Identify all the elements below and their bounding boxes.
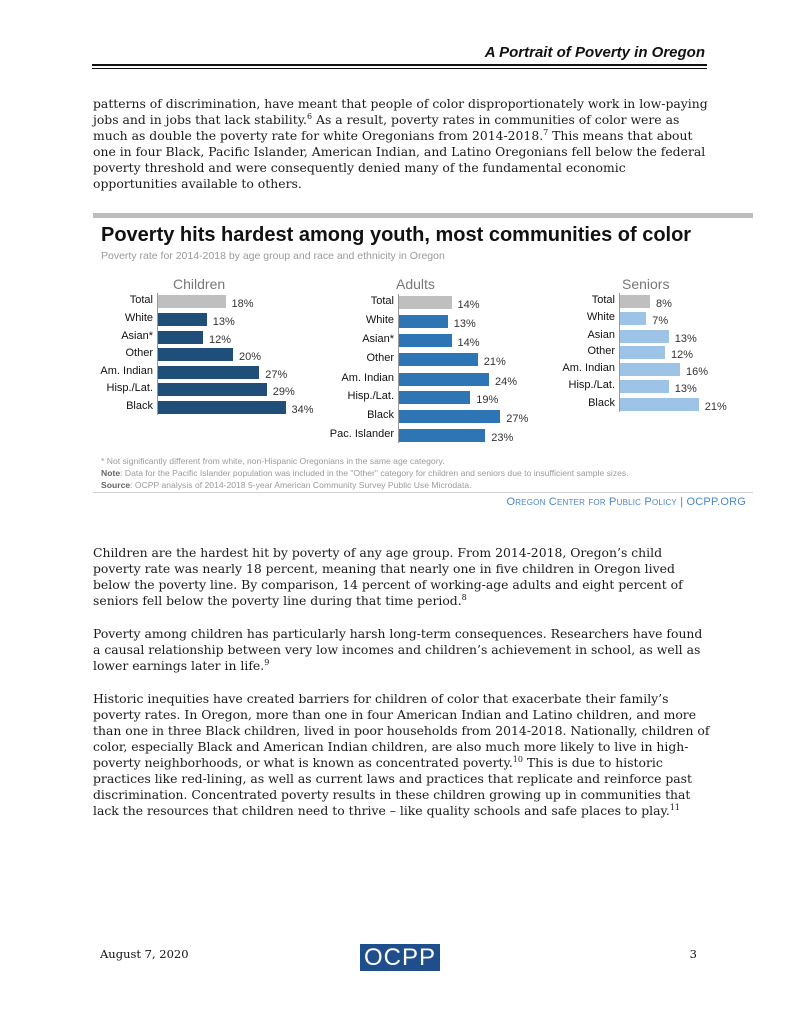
page-number: 3 [689,947,697,961]
bar-adults-am-indian [399,373,489,386]
intro-paragraph [93,96,713,192]
bar-adults-hisp-lat [399,391,470,404]
header-rule-thin [92,68,707,69]
p4-text-2: This is due to historic practices like red-lining, as well as current laws and practices that replicate and reinforce past discrimination. Concentrated poverty results in these children growing up in communities that lack the resources that children need to thrive – like quality schools and safe places to play. [93,755,693,818]
bar-seniors-total [620,295,650,308]
value-label: 27% [506,413,529,425]
category-label: Other [125,347,153,359]
bar-children-black [158,401,286,414]
category-label: Hisp./Lat. [347,390,394,402]
bar-seniors-hisp-lat [620,380,669,393]
p3-text: Poverty among children has particularly harsh long-term consequences. Researchers have found a causal relationship between very low incomes and children’s achievement in school, as well as lower earnings later in life. [93,626,703,673]
header-rule-thick [92,64,707,66]
category-label: White [124,312,153,324]
figure-asterisk-note: * Not significantly different from white, non-Hispanic Oregonians in the same age category. [101,456,445,466]
category-label: Pac. Islander [329,428,394,440]
value-label: 14% [457,299,480,311]
category-label: Am. Indian [562,362,615,374]
children-paragraph [93,545,713,609]
footnote-ref[interactable]: 11 [669,802,681,812]
category-label: Total [370,295,394,307]
intro-text-2: As a result, poverty rates in communities of color were as much as double the poverty rate for white Oregonians from 2014-2018. [93,112,680,143]
category-label: White [586,311,615,323]
intro-text-1: patterns of discrimination, have meant that people of color disproportionately work in low-paying jobs and in jobs that lack stability. [93,96,708,127]
p2-text: Children are the hardest hit by poverty of any age group. From 2014-2018, Oregon’s child poverty rate was nearly 18 percent, meaning that nearly one in five children in Oregon lived below the poverty line. By comparison, 14 percent of working-age adults and eight percent of seniors fell below the poverty line during that time period. [93,545,683,608]
value-label: 13% [453,318,476,330]
category-label: White [365,314,394,326]
figure-note [101,468,629,478]
value-label: 29% [272,386,295,398]
value-label: 8% [656,298,672,310]
value-label: 12% [209,334,232,346]
category-label: Black [588,397,615,409]
figure-top-rule [93,213,753,218]
bar-adults-pac-islander [399,429,485,442]
panel-title-adults: Adults [396,276,435,292]
value-label: 13% [674,383,697,395]
bar-children-hisp-lat [158,383,267,396]
bar-seniors-asian [620,330,669,343]
footnote-ref[interactable]: 7 [543,127,549,137]
bar-children-other [158,348,233,361]
figure-bottom-rule [93,492,753,493]
category-label: Other [587,345,615,357]
value-label: 21% [704,401,727,413]
value-label: 27% [265,369,288,381]
category-label: Black [126,400,153,412]
value-label: 16% [686,366,709,378]
bar-children-am-indian [158,366,259,379]
value-label: 13% [674,333,697,345]
footnote-ref[interactable]: 10 [512,754,523,764]
footnote-ref[interactable]: 6 [307,111,313,121]
category-label: Hisp./Lat. [106,382,153,394]
footnote-ref[interactable]: 9 [264,657,270,667]
value-label: 19% [476,394,499,406]
figure-credit[interactable]: Oregon Center for Public Policy | OCPP.ORG [506,496,746,508]
note-label: Note [101,468,121,478]
value-label: 18% [231,298,254,310]
panel-title-children: Children [173,276,226,292]
consequences-paragraph [93,626,713,674]
bar-seniors-other [620,346,665,359]
note-text: : Data for the Pacific Islander population was included in the "Other" category for children and seniors due to insufficient sample sizes. [120,468,629,478]
category-label: Asian [587,329,615,341]
figure-title: Poverty hits hardest among youth, most communities of color [101,224,692,246]
figure-subtitle: Poverty rate for 2014-2018 by age group and race and ethnicity in Oregon [101,250,445,262]
value-label: 23% [491,432,514,444]
category-label: Asian* [121,330,153,342]
source-text: : OCPP analysis of 2014-2018 5-year American Community Survey Public Use Microdata. [130,480,472,490]
category-label: Total [591,294,615,306]
value-label: 7% [652,315,669,327]
bar-adults-black [399,410,500,423]
p4-text-1: Historic inequities have created barriers for children of color that exacerbate their family’s poverty rates. In Oregon, more than one in four American Indian and Latino children, and more than one in three Black children, lived in poor households from 2014-2018. Nationally, children of color, especially Black and American Indian children, are also much more likely to live in high-poverty neighborhoods, or what is known as concentrated poverty. [93,691,710,770]
value-label: 13% [212,316,235,328]
bar-seniors-white [620,312,646,325]
bar-adults-white [399,315,448,328]
figure-source [101,480,472,490]
category-label: Total [129,294,153,306]
category-label: Hisp./Lat. [568,379,615,391]
bar-adults-other [399,353,478,366]
header-title: A Portrait of Poverty in Oregon [484,44,705,61]
bar-adults-asian [399,334,452,347]
value-label: 12% [671,349,694,361]
value-label: 14% [457,337,480,349]
source-label: Source [101,480,131,490]
value-label: 34% [291,404,314,416]
category-label: Asian* [362,333,394,345]
category-label: Am. Indian [100,365,153,377]
footer-date: August 7, 2020 [100,947,189,961]
ocpp-logo: OCPP [360,944,440,971]
bar-children-white [158,313,207,326]
intro-text-3: This means that about one in four Black, Pacific Islander, American Indian, and Latino Oregonians fell below the federal poverty threshold and were consequently denied many of the fundamental economic opportunities available to others. [93,128,706,191]
category-label: Black [367,409,394,421]
category-label: Other [366,352,394,364]
bar-adults-total [399,296,452,309]
value-label: 20% [239,351,262,363]
bar-seniors-black [620,398,699,411]
category-label: Am. Indian [341,372,394,384]
bar-children-asian [158,331,203,344]
footnote-ref[interactable]: 8 [461,592,467,602]
bar-children-total [158,295,226,308]
value-label: 21% [483,356,506,368]
value-label: 24% [495,376,518,388]
bar-seniors-am-indian [620,363,680,376]
panel-title-seniors: Seniors [622,276,670,292]
inequities-paragraph [93,691,713,819]
